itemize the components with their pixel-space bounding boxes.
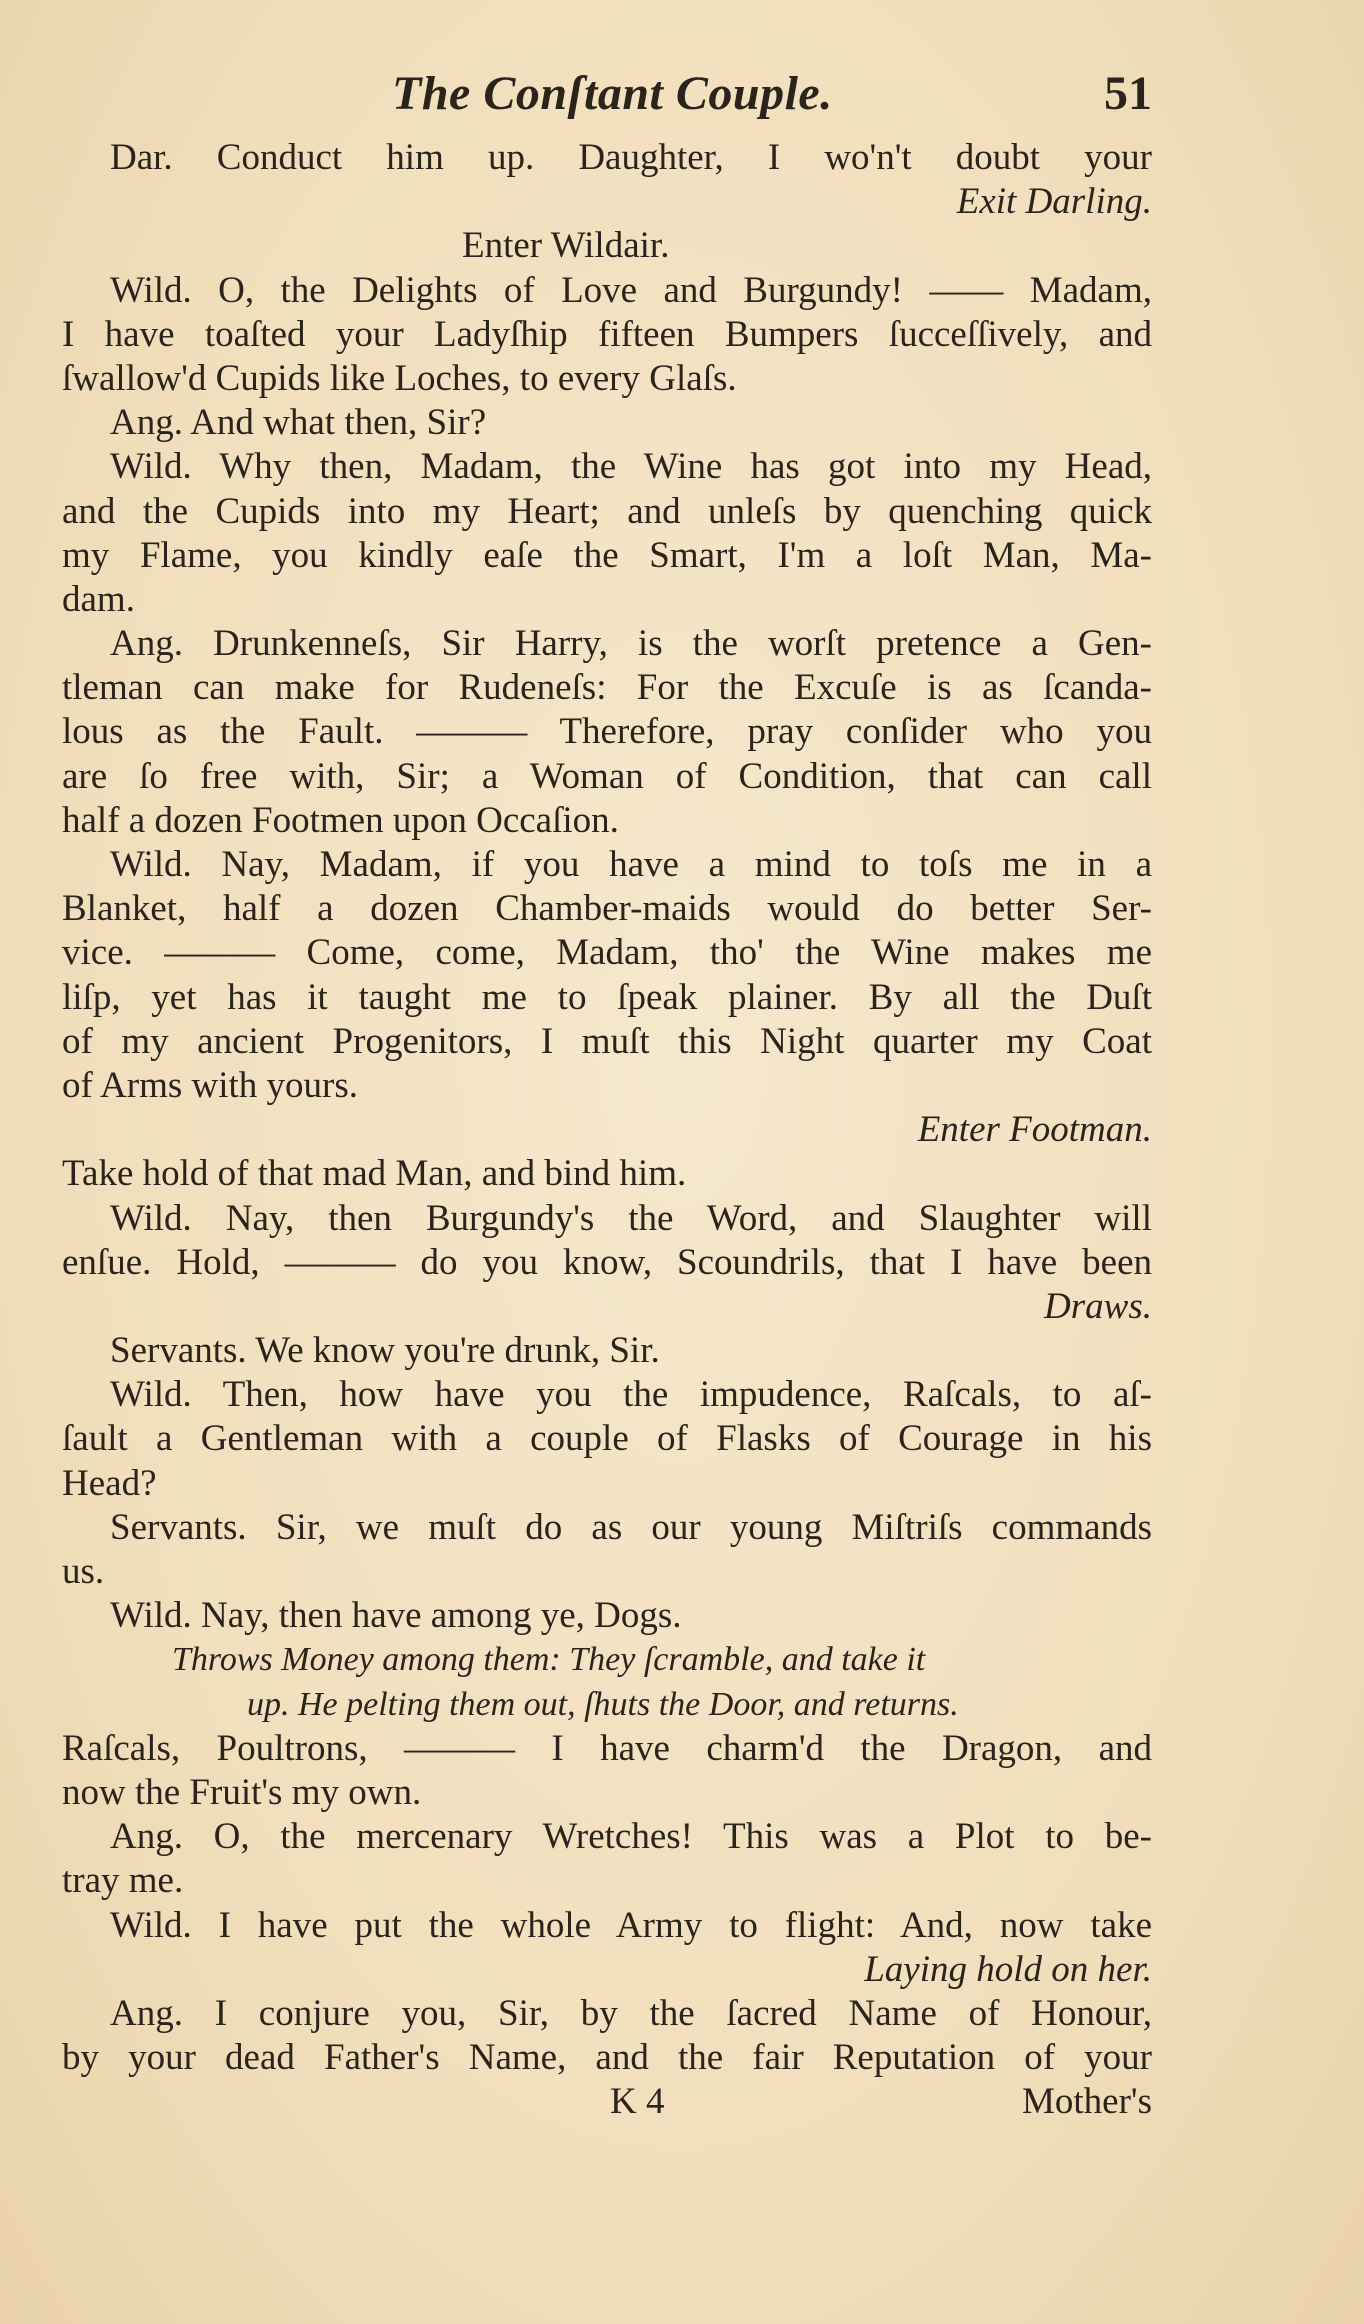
stage-direction: Enter Footman. <box>917 1109 1152 1151</box>
text-line: Head? <box>62 1462 157 1504</box>
play-text <box>62 136 1152 2080</box>
text-line: and the Cupids into my Heart; and unleſs by quenching quick <box>62 490 1152 532</box>
text-line: tray me. <box>62 1860 184 1902</box>
text-line: Wild. Nay, then have among ye, Dogs. <box>110 1595 682 1637</box>
page-number: 51 <box>1104 67 1152 120</box>
text-line: Ang. And what then, Sir? <box>110 402 487 444</box>
text-line: dam. <box>62 578 135 620</box>
stage-direction: Laying hold on her. <box>864 1948 1152 1990</box>
text-line: Wild. Why then, Madam, the Wine has got into my Head, <box>110 446 1152 488</box>
text-line: ſault a Gentleman with a couple of Flasks of Courage in his <box>62 1418 1152 1460</box>
stage-direction: Exit Darling. <box>956 181 1152 223</box>
text-line: Wild. Then, how have you the impudence, Raſcals, to aſ- <box>110 1374 1152 1416</box>
stage-direction: Throws Money among them: They ſcramble, and take it <box>172 1641 926 1679</box>
text-line: Ang. I conjure you, Sir, by the ſacred Name of Honour, <box>110 1992 1152 2034</box>
stage-direction: up. He pelting them out, ſhuts the Door, and returns. <box>247 1685 959 1723</box>
text-line: Blanket, half a dozen Chamber-maids would do better Ser- <box>62 888 1152 930</box>
text-line: Wild. Nay, Madam, if you have a mind to toſs me in a <box>110 844 1152 885</box>
text-line: Take hold of that mad Man, and bind him. <box>62 1153 687 1195</box>
text-line: us. <box>62 1551 105 1592</box>
text-line: by your dead Father's Name, and the fair Reputation of your <box>62 2037 1152 2079</box>
text-line: vice. ——— Come, come, Madam, tho' the Wine makes me <box>62 932 1152 974</box>
text-line: Wild. Nay, then Burgundy's the Word, and Slaughter will <box>110 1197 1152 1239</box>
signature-mark: K 4 <box>610 2081 665 2122</box>
text-line: enſue. Hold, ——— do you know, Scoundrils, that I have been <box>62 1241 1152 1283</box>
text-line: Servants. Sir, we muſt do as our young Miſtriſs commands <box>110 1506 1152 1548</box>
text-line: my Flame, you kindly eaſe the Smart, I'm a loſt Man, Ma- <box>62 534 1152 576</box>
stage-direction: Draws. <box>1044 1285 1152 1327</box>
text-line: ſwallow'd Cupids like Loches, to every Glaſs. <box>62 357 737 399</box>
text-line: half a dozen Footmen upon Occaſion. <box>62 799 619 841</box>
text-line: of Arms with yours. <box>62 1064 358 1106</box>
text-line: Wild. O, the Delights of Love and Burgundy! —— Madam, <box>110 269 1152 311</box>
text-line: of my ancient Progenitors, I muſt this Night quarter my Coat <box>62 1020 1152 1062</box>
text-line: Servants. We know you're drunk, Sir. <box>110 1330 660 1372</box>
text-line: now the Fruit's my own. <box>62 1771 422 1813</box>
catchword: Mother's <box>1022 2081 1152 2122</box>
text-line: Dar. Conduct him up. Daughter, I wo'n't doubt your <box>110 137 1152 178</box>
text-line: are ſo free with, Sir; a Woman of Condition, that can call <box>62 755 1152 797</box>
text-line: I have toaſted your Ladyſhip fifteen Bumpers ſucceſſively, and <box>62 313 1152 355</box>
text-line: Ang. O, the mercenary Wretches! This was a Plot to be- <box>110 1816 1152 1858</box>
page-header <box>62 62 1152 132</box>
text-line: Wild. I have put the whole Army to flight: And, now take <box>110 1904 1152 1946</box>
text-line: tleman can make for Rudeneſs: For the Excuſe is as ſcanda- <box>62 667 1152 709</box>
stage-direction: Enter Wildair. <box>462 225 670 267</box>
running-title: The Conſtant Couple. <box>392 67 833 120</box>
text-line: Ang. Drunkenneſs, Sir Harry, is the worſt pretence a Gen- <box>110 623 1152 665</box>
text-line: Raſcals, Poultrons, ——— I have charm'd the Dragon, and <box>62 1727 1152 1769</box>
text-line: liſp, yet has it taught me to ſpeak plainer. By all the Duſt <box>62 976 1152 1018</box>
text-line: lous as the Fault. ——— Therefore, pray conſider who you <box>62 711 1152 753</box>
